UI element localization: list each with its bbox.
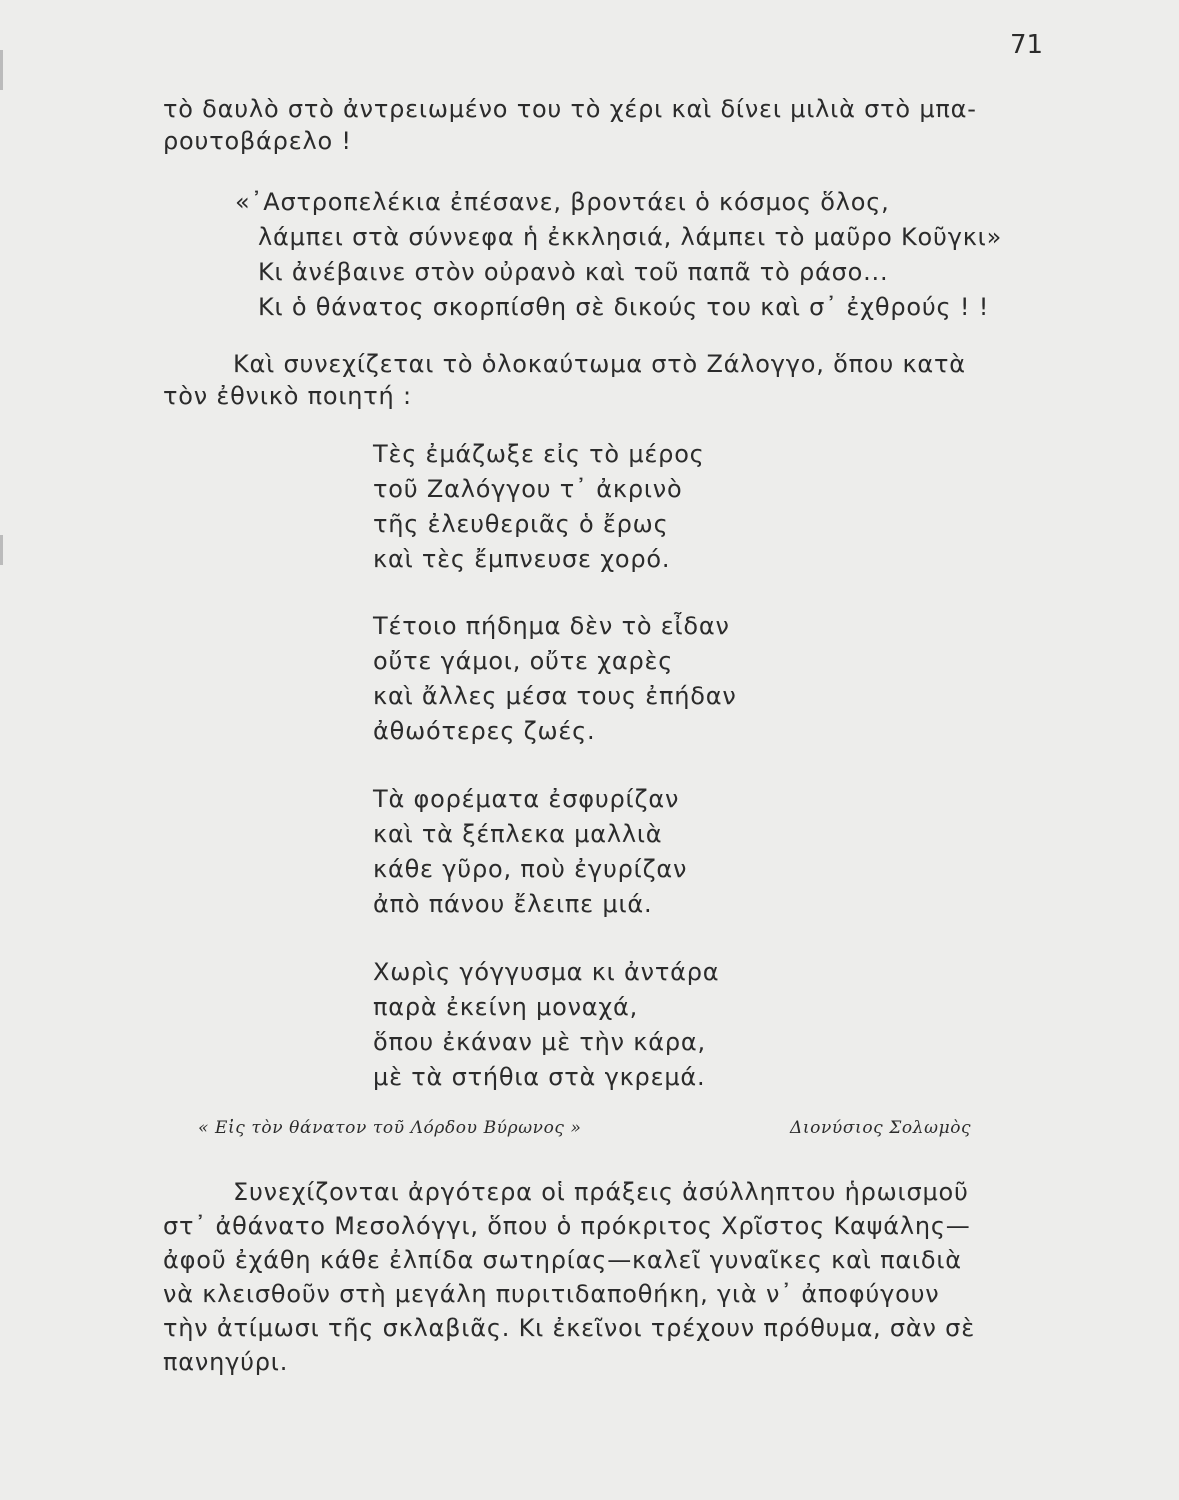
verse-line: καὶ ἄλλες μέσα τους ἐπήδαν xyxy=(373,682,737,710)
verse-line: κάθε γῦρο, ποὺ ἐγυρίζαν xyxy=(373,855,688,883)
text-line: τὴν ἀτίμωσι τῆς σκλαβιᾶς. Κι ἐκεῖνοι τρέχουν πρόθυμα, σὰν σὲ xyxy=(163,1314,975,1342)
text-line: ἀφοῦ ἐχάθη κάθε ἐλπίδα σωτηρίας—καλεῖ γυναῖκες καὶ παιδιὰ xyxy=(163,1246,962,1274)
text-line: τὸν ἐθνικὸ ποιητή : xyxy=(163,382,412,410)
page-edge-mark xyxy=(0,50,3,90)
text-line: πανηγύρι. xyxy=(163,1348,289,1376)
verse-line: Χωρὶς γόγγυσμα κι ἀντάρα xyxy=(373,958,720,986)
text-line: νὰ κλεισθοῦν στὴ μεγάλη πυριτιδαποθήκη, γιὰ ν᾿ ἀποφύγουν xyxy=(163,1280,940,1308)
poem-source: « Εἰς τὸν θάνατον τοῦ Λόρδου Βύρωνος » xyxy=(198,1118,582,1138)
verse-line: παρὰ ἐκείνη μοναχά, xyxy=(373,993,639,1021)
verse-line: Τὰ φορέματα ἐσφυρίζαν xyxy=(373,785,680,813)
quote-line: λάμπει στὰ σύννεφα ἡ ἐκκλησιά, λάμπει τὸ μαῦρο Κοῦγκι» xyxy=(258,223,1003,251)
verse-line: καὶ τὲς ἔμπνευσε χορό. xyxy=(373,545,671,573)
text-line: στ᾿ ἀθάνατο Μεσολόγγι, ὅπου ὁ πρόκριτος Χρῖστος Καψάλης— xyxy=(163,1212,971,1240)
quote-line: Κι ἀνέβαινε στὸν οὐρανὸ καὶ τοῦ παπᾶ τὸ ράσο... xyxy=(258,258,889,286)
verse-line: Τέτοιο πήδημα δὲν τὸ εἶδαν xyxy=(373,612,730,640)
text-line: Συνεχίζονται ἀργότερα οἱ πράξεις ἀσύλληπτου ἡρωισμοῦ xyxy=(233,1178,969,1206)
verse-line: ἀθωότερες ζωές. xyxy=(373,717,596,745)
verse-line: ὅπου ἐκάναν μὲ τὴν κάρα, xyxy=(373,1028,706,1056)
verse-line: οὔτε γάμοι, οὔτε χαρὲς xyxy=(373,647,674,675)
verse-line: μὲ τὰ στήθια στὰ γκρεμά. xyxy=(373,1063,706,1091)
verse-line: καὶ τὰ ξέπλεκα μαλλιὰ xyxy=(373,820,663,848)
verse-line: ἀπὸ πάνου ἔλειπε μιά. xyxy=(373,890,653,918)
text-line: τὸ δαυλὸ στὸ ἀντρειωμένο του τὸ χέρι καὶ δίνει μιλιὰ στὸ μπα- xyxy=(163,95,977,123)
text-line: Καὶ συνεχίζεται τὸ ὁλοκαύτωμα στὸ Ζάλογγο, ὅπου κατὰ xyxy=(233,350,966,378)
quote-line: «᾿Αστροπελέκια ἐπέσανε, βροντάει ὁ κόσμος ὅλος, xyxy=(235,188,890,216)
verse-line: Τὲς ἐμάζωξε εἰς τὸ μέρος xyxy=(373,440,705,468)
verse-line: τοῦ Ζαλόγγου τ᾿ ἀκρινὸ xyxy=(373,475,683,503)
verse-line: τῆς ἐλευθεριᾶς ὁ ἔρως xyxy=(373,510,669,538)
page-edge-mark xyxy=(0,535,3,565)
text-line: ρουτοβάρελο ! xyxy=(163,127,352,155)
page-number: 71 xyxy=(1010,30,1044,60)
quote-line: Κι ὁ θάνατος σκορπίσθη σὲ δικούς του καὶ σ᾿ ἐχθρούς ! ! xyxy=(258,293,990,321)
poem-author: Διονύσιος Σολωμὸς xyxy=(790,1118,972,1138)
